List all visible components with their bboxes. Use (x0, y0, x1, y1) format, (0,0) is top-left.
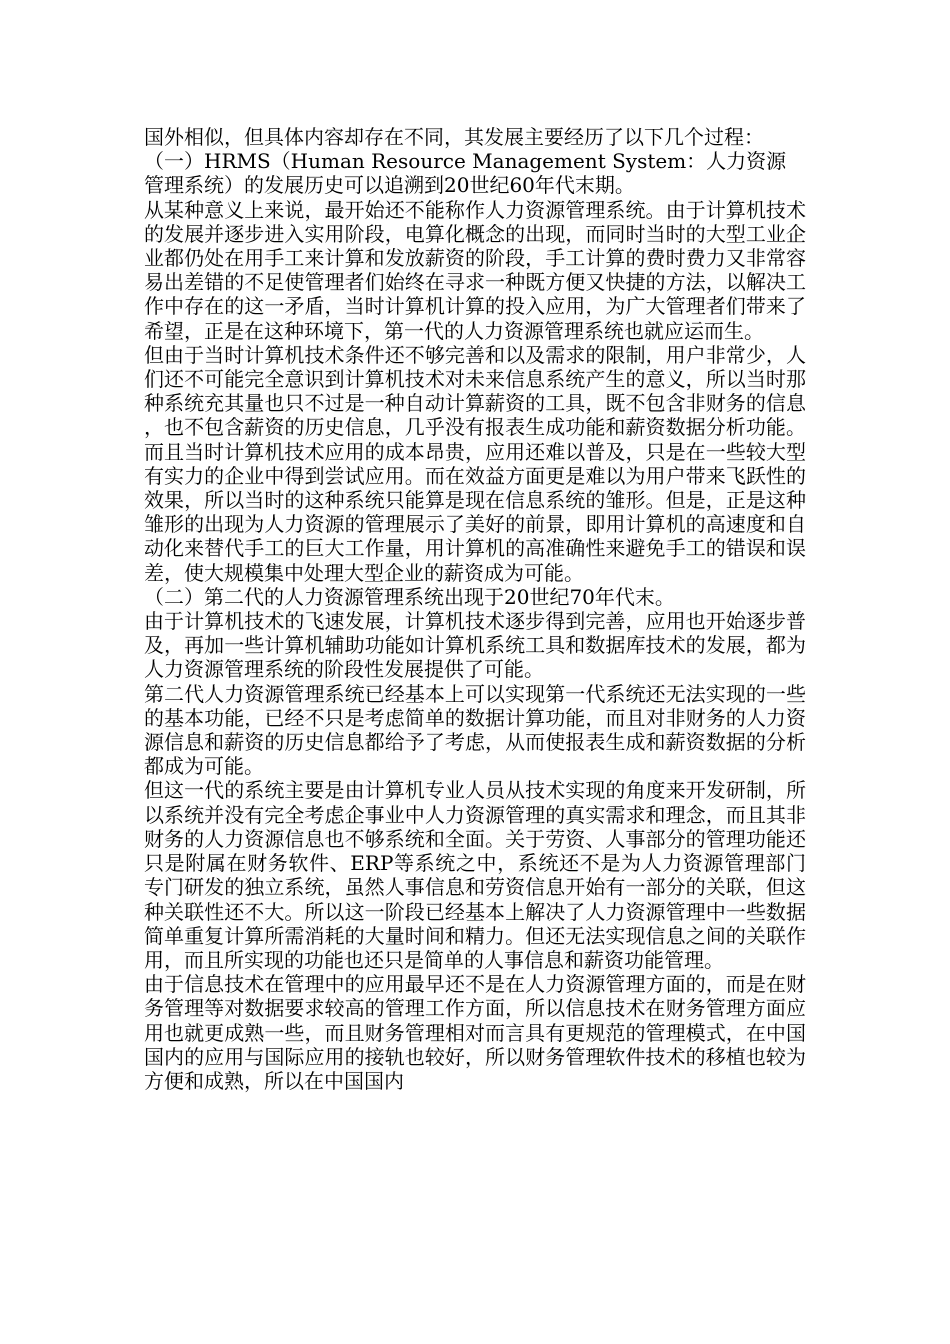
paragraph-first-generation-limits: 但由于当时计算机技术条件还不够完善和以及需求的限制，用户非常少，人们还不可能完全意识到计算机技术对未来信息系统产生的意义，所以当时那种系统充其量也只不过是一种自动计算薪资的工具，既不包含非财务的信息，也不包含薪资的历史信息，几乎没有报表生成功能和薪资数据分析功能。而且当时计算机技术应用的成本昂贵，应用还难以普及，只是在一些较大型有实力的企业中得到尝试应用。而在效益方面更是难以为用户带来飞跃性的效果，所以当时的这种系统只能算是现在信息系统的雏形。但是，正是这种雏形的出现为人力资源的管理展示了美好的前景，即用计算机的高速度和自动化来替代手工的巨大工作量，用计算机的高准确性来避免手工的错误和误差，使大规模集中处理大型企业的薪资成为可能。 (144, 342, 806, 585)
paragraph-second-generation-features: 第二代人力资源管理系统已经基本上可以实现第一代系统还无法实现的一些的基本功能，已经不只是考虑简单的数据计算功能，而且对非财务的人力资源信息和薪资的历史信息都给予了考虑，从而使报表生成和薪资数据的分析都成为可能。 (144, 681, 806, 779)
paragraph-second-generation-background: 由于计算机技术的飞速发展，计算机技术逐步得到完善，应用也开始逐步普及，再加一些计算机辅助功能如计算机系统工具和数据库技术的发展，都为人力资源管理系统的阶段性发展提供了可能。 (144, 609, 806, 682)
document-page (144, 125, 806, 1093)
paragraph-first-generation-origin: 从某种意义上来说，最开始还不能称作人力资源管理系统。由于计算机技术的发展并逐步进入实用阶段，电算化概念的出现，而同时当时的大型工业企业都仍处在用手工来计算和发放薪资的阶段，手工计算的费时费力又非常容易出差错的不足使管理者们始终在寻求一种既方便又快捷的方法，以解决工作中存在的这一矛盾，当时计算机计算的投入应用，为广大管理者们带来了希望，正是在这种环境下，第一代的人力资源管理系统也就应运而生。 (144, 197, 806, 343)
paragraph-intro: 国外相似，但具体内容却存在不同，其发展主要经历了以下几个过程： (144, 125, 764, 149)
paragraph-finance-management: 由于信息技术在管理中的应用最早还不是在人力资源管理方面的，而是在财务管理等对数据要求较高的管理工作方面，所以信息技术在财务管理方面应用也就更成熟一些，而且财务管理相对而言具有更规范的管理模式，在中国国内的应用与国际应用的接轨也较好，所以财务管理软件技术的移植也较为方便和成熟，所以在中国国内 (144, 972, 806, 1093)
paragraph-second-generation-shortcomings: 但这一代的系统主要是由计算机专业人员从技术实现的角度来开发研制，所以系统并没有完全考虑企事业中人力资源管理的真实需求和理念，而且其非财务的人力资源信息也不够系统和全面。关于劳资、人事部分的管理功能还只是附属在财务软件、ERP等系统之中，系统还不是为人力资源管理部门专门研发的独立系统，虽然人事信息和劳资信息开始有一部分的关联，但这种关联性还不大。所以这一阶段已经基本上解决了人力资源管理中一些数据简单重复计算所需消耗的大量时间和精力。但还无法实现信息之间的关联作用，而且所实现的功能也还只是简单的人事信息和薪资功能管理。 (144, 778, 806, 972)
section-heading-second-generation: （二）第二代的人力资源管理系统出现于20世纪70年代末。 (144, 584, 675, 609)
section-heading-first-generation: （一）HRMS（Human Resource Management System：人力资源管理系统）的发展历史可以追溯到20世纪60年代末期。 (144, 149, 787, 198)
